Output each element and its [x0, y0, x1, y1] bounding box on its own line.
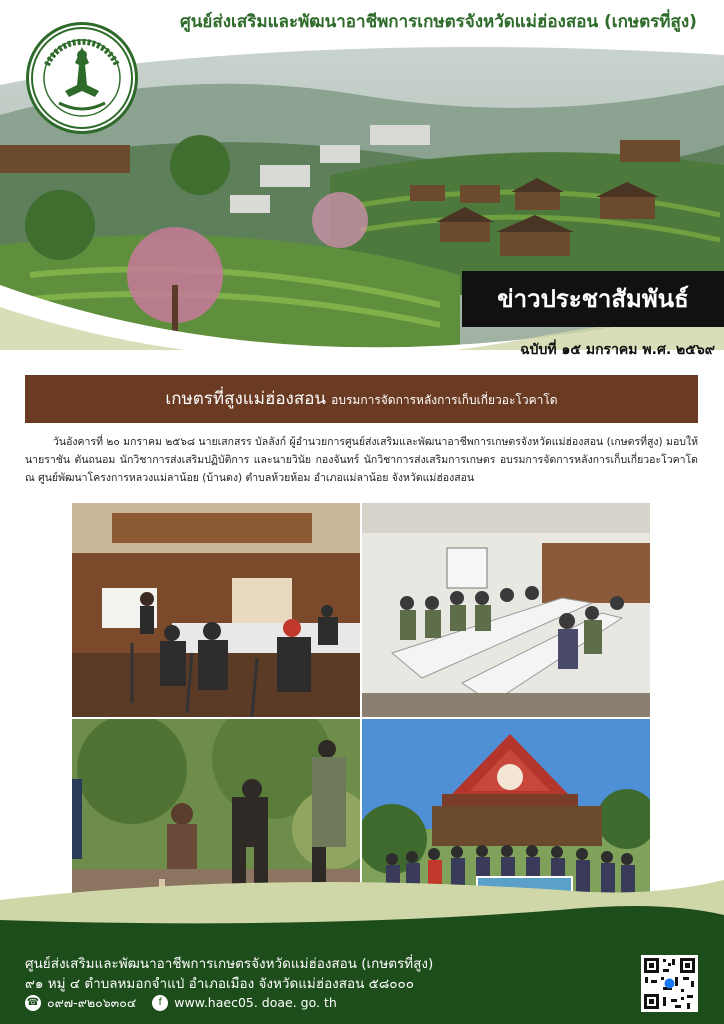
headline-sub: อบรมการจัดการหลังการเก็บเกี่ยวอะโวคาโด: [331, 393, 558, 407]
department-seal-logo: [26, 22, 138, 134]
footer-website[interactable]: www.haec05. doae. go. th: [174, 995, 337, 1010]
photo-training-room-participants: [362, 503, 650, 717]
phone-icon: ☎: [25, 995, 41, 1011]
org-title: ศูนย์ส่งเสริมและพัฒนาอาชีพการเกษตรจังหวัดแม่ฮ่องสอน (เกษตรที่สูง): [180, 12, 697, 32]
qr-code[interactable]: [641, 955, 698, 1012]
footer-contact: [25, 993, 337, 1013]
issue-date: ฉบับที่ ๑๕ มกราคม พ.ศ. ๒๕๖๙: [520, 342, 715, 358]
headline-main: เกษตรที่สูงแม่ฮ่องสอน: [165, 389, 327, 409]
headline-bar: [25, 375, 698, 423]
press-release-label: ข่าวประชาสัมพันธ์: [462, 271, 724, 327]
facebook-icon[interactable]: f: [152, 995, 168, 1011]
article-body: วันอังคารที่ ๒๐ มกราคม ๒๕๖๘ นายเสกสรร บัลลังก์ ผู้อำนวยการศูนย์ส่งเสริมและพัฒนาอาชีพการเกษตรจังหวัดแม่ฮ่องสอน (เกษตรที่สูง) มอบให้นายราชัน ตันถนอม นักวิชาการส่งเสริมปฏิบัติการ และนายวินัย กองจันทร์ นักวิชาการส่งเสริมการเกษตร อบรมการจัดการหลังการเก็บเกี่ยวอะโวคาโด ณ ศูนย์พัฒนาโครงการหลวงแม่ลาน้อย (บ้านดง) ตำบลห้วยห้อม อำเภอแม่ลาน้อย จังหวัดแม่ฮ่องสอน: [25, 436, 698, 484]
photo-training-room-speaker: [72, 503, 360, 717]
footer-phone[interactable]: ๐๙๗-๙๒๐๖๓๐๔: [47, 995, 137, 1010]
footer-org-name: ศูนย์ส่งเสริมและพัฒนาอาชีพการเกษตรจังหวัดแม่ฮ่องสอน (เกษตรที่สูง): [25, 956, 434, 972]
footer-address: ๙๑ หมู่ ๔ ตำบลหมอกจำแป่ อำเภอเมือง จังหวัดแม่ฮ่องสอน ๕๘๐๐๐: [25, 976, 414, 992]
